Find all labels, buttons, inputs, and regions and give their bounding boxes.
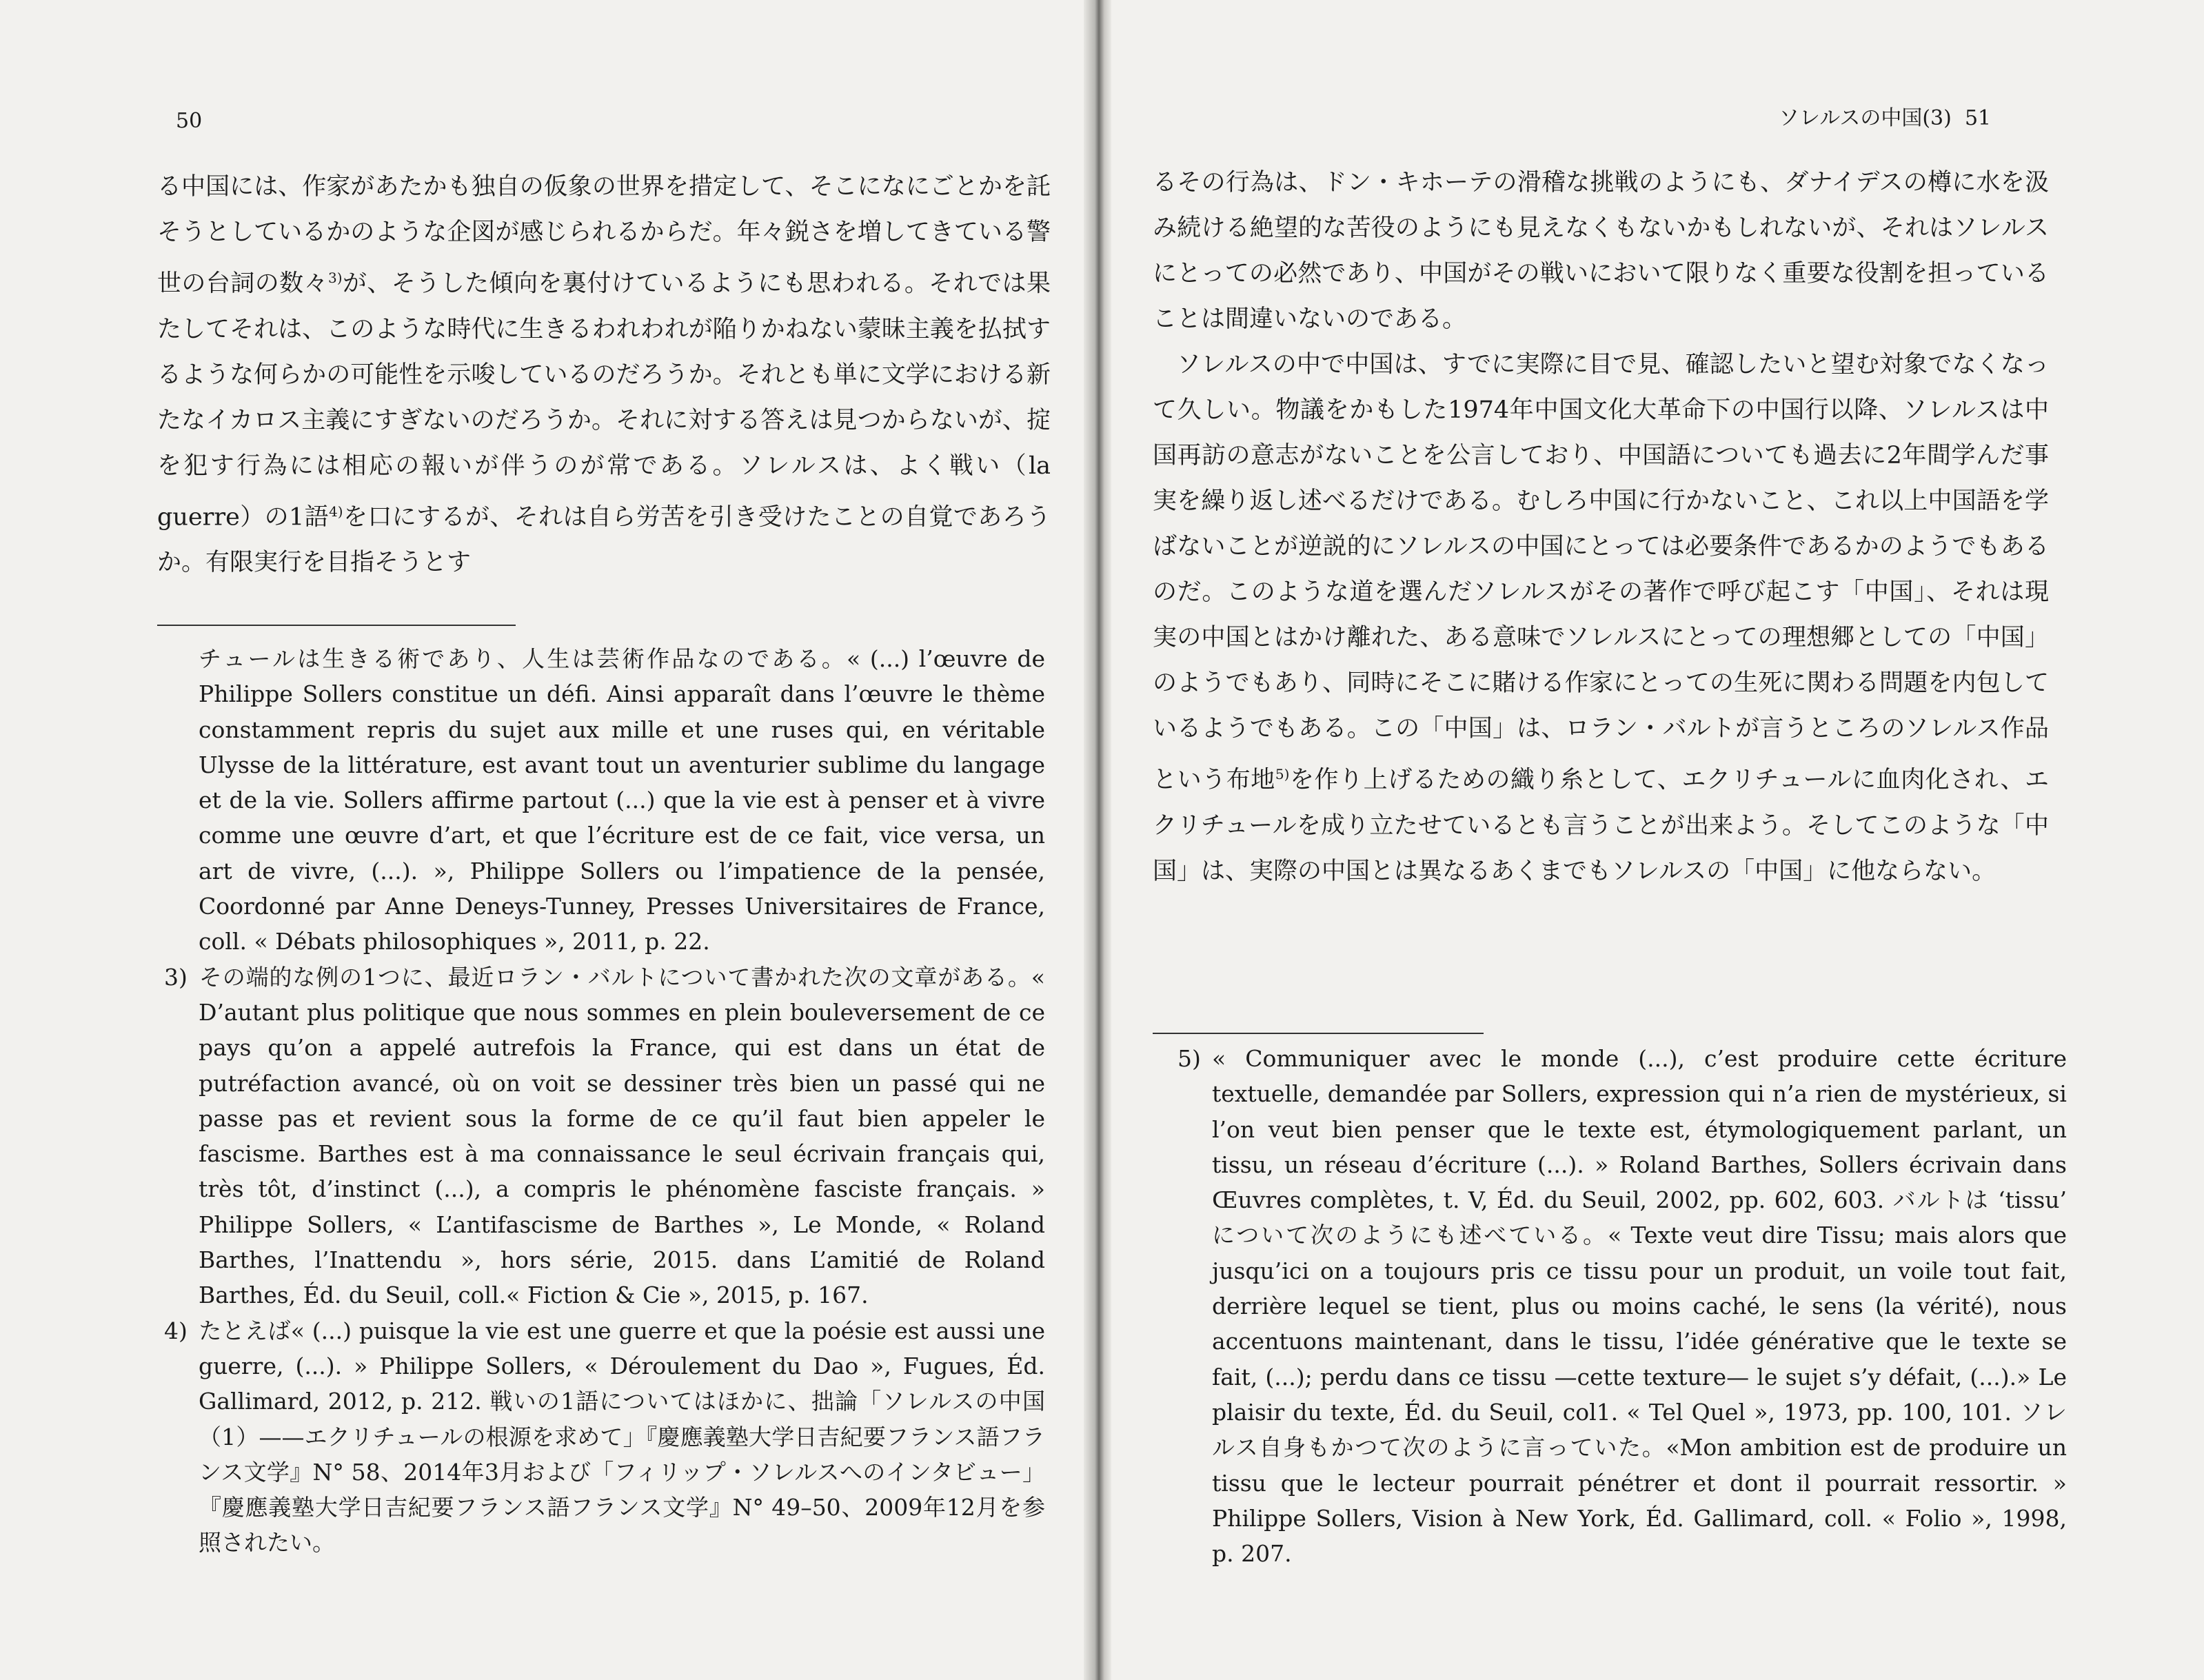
- footnote-continuation: チュールは生きる術であり、人生は芸術作品なのである。« (...) l’œuvre de Philippe Sollers constitue un défi. Ainsi apparaît dans l’œuvre le thème constamment repris du sujet aux mille et une ruses qui, en véritable Ulysse de la littérature, est avant tout un aventurier sublime du langage et de la vie. Sollers affirme partout (...) que la vie est à penser et à vivre comme une œuvre d’art, et que l’écriture est de ce fait, vice versa, un art de vivre, (...). », Philippe Sollers ou l’impatience de la pensée, Coordonné par Anne Deneys-Tunney, Presses Universitaires de France, coll. « Débats philosophiques », 2011, p. 22.: [199, 645, 1045, 955]
- footnote-ref-5: 5): [1275, 766, 1290, 782]
- right-footnote-rule: [1153, 1033, 1484, 1034]
- left-footnote-rule: [157, 625, 516, 626]
- footnote-3-text: その端的な例の1つに、最近ロラン・バルトについて書かれた次の文章がある。« D’autant plus politique que nous sommes en plein bouleversement de ce pays qu’on a appelé autrefois la France, qui est dans un état de putréfaction avancé, où on voit se dessiner très bien un passé qui ne passe pas et revient sous la forme de ce qu’il faut bien appeler le fascisme. Barthes est à ma connaissance le seul écrivain français qui, très tôt, d’instinct (...), a compris le phénomène fasciste français. » Philippe Sollers, « L’antifascisme de Barthes », Le Monde, « Roland Barthes, l’Inattendu », hors série, 2015. dans L’amitié de Roland Barthes, Éd. du Seuil, coll.« Fiction & Cie », 2015, p. 167.: [199, 963, 1045, 1309]
- right-body-text: [1153, 160, 2049, 894]
- footnote-5-number: 5): [1177, 1045, 1201, 1072]
- footnote-4-text: たとえば« (...) puisque la vie est une guerre et que la poésie est aussi une guerre, (...). » Philippe Sollers, « Déroulement du Dao », Fugues, Éd. Gallimard, 2012, p. 212. 戦いの1語についてはほかに、拙論「ソレルスの中国（1）——エクリチュールの根源を求めて」『慶應義塾大学日吉紀要フランス語フランス文学』N° 58、2014年3月および「フィリップ・ソレルスへのインタビュー」『慶應義塾大学日吉紀要フランス語フランス文学』N° 49–50、2009年12月を参照されたい。: [199, 1317, 1045, 1557]
- right-paragraph-1: るその行為は、ドン・キホーテの滑稽な挑戦のようにも、ダナイデスの樽に水を汲み続ける絶望的な苦役のようにも見えなくもないかもしれないが、それはソレルスにとっての必然であり、中国がその戦いにおいて限りなく重要な役割を担っていることは間違いないのである。: [1153, 169, 2049, 333]
- left-body-part-1: る中国には、作家があたかも独自の仮象の世界を措定して、そこになにごとかを託そうとしているかのような企図が感じられるからだ。年々鋭さを増してきている警世の台詞の数々: [157, 173, 1051, 298]
- footnote-ref-4: 4): [329, 503, 343, 520]
- left-footnotes: [164, 641, 1045, 1561]
- right-body-part-3: を作り上げるための織り糸として、エクリチュールに血肉化され、エクリチュールを成り立たせているとも言うことが出来よう。そしてこのような「中国」は、実際の中国とは異なるあくまでもソレルスの「中国」に他ならない。: [1153, 766, 2049, 885]
- footnote-ref-3: 3): [328, 270, 343, 286]
- left-body-text: [157, 164, 1051, 585]
- footnote-5: [1177, 1041, 2067, 1571]
- footnote-3-number: 3): [164, 963, 188, 991]
- right-footnotes: [1177, 1041, 2067, 1571]
- left-body-part-2: が、そうした傾向を裏付けているようにも思われる。それでは果たしてそれは、このような時代に生きるわれわれが陥りかねない蒙昧主義を払拭するような何らかの可能性を示唆しているのだろうか。それとも単に文学における新たなイカロス主義にすぎないのだろうか。それに対する答えは見つからないが、掟を犯す行為には相応の報いが伴うのが常である。ソレルスは、よく戦い（la guerre）の1語: [157, 270, 1051, 532]
- right-page-number: 51: [1964, 106, 1992, 130]
- right-body-part-2: ソレルスの中で中国は、すでに実際に目で見、確認したいと望む対象でなくなって久しい。物議をかもした1974年中国文化大革命下の中国行以降、ソレルスは中国再訪の意志がないことを公言しており、中国語についても過去に2年間学んだ事実を繰り返し述べるだけである。むしろ中国に行かないこと、これ以上中国語を学ばないことが逆説的にソレルスの中国にとっては必要条件であるかのようでもあるのだ。このような道を選んだソレルスがその著作で呼び起こす「中国」、それは現実の中国とはかけ離れた、ある意味でソレルスにとっての理想郷としての「中国」のようでもあり、同時にそこに賭ける作家にとっての生死に関わる問題を内包しているようでもある。この「中国」は、ロラン・バルトが言うところのソレルス作品という布地: [1153, 351, 2049, 794]
- right-paragraph-2: [1153, 342, 2049, 894]
- left-body-part-3: を口にするが、それは自ら労苦を引き受けたことの自覚であろうか。有限実行を目指そうとす: [157, 503, 1051, 577]
- left-page-number: 50: [176, 109, 203, 133]
- footnote-3: [164, 960, 1045, 1313]
- running-head: [1779, 105, 1991, 132]
- running-head-title: ソレルスの中国(3): [1779, 106, 1952, 130]
- book-gutter: [1084, 0, 1111, 1680]
- footnote-4-number: 4): [164, 1317, 188, 1344]
- footnote-4: [164, 1313, 1045, 1561]
- footnote-5-text: « Communiquer avec le monde (...), c’est produire cette écriture textuelle, demandée par Sollers, expression qui n’a rien de mystérieux, si l’on veut bien penser que le texte est, étymologiquement parlant, un tissu, un réseau d’écriture (...). » Roland Barthes, Sollers écrivain dans Œuvres complètes, t. V, Éd. du Seuil, 2002, pp. 602, 603. バルトは ‘tissu’ について次のようにも述べている。« Texte veut dire Tissu; mais alors que jusqu’ici on a toujours pris ce tissu pour un produit, un voile tout fait, derrière lequel se tient, plus ou moins caché, le sens (la vérité), nous accentuons maintenant, dans le tissu, l’idée générative que le texte se fait, (...); perdu dans ce tissu —cette texture— le sujet s’y défait, (...).» Le plaisir du texte, Éd. du Seuil, col1. « Tel Quel », 1973, pp. 100, 101. ソレルス自身もかつて次のように言っていた。«Mon ambition est de produire un tissu que le lecteur pourrait pénétrer et dont il pourrait ressortir. » Philippe Sollers, Vision à New York, Éd. Gallimard, coll. « Folio », 1998, p. 207.: [1212, 1045, 2067, 1568]
